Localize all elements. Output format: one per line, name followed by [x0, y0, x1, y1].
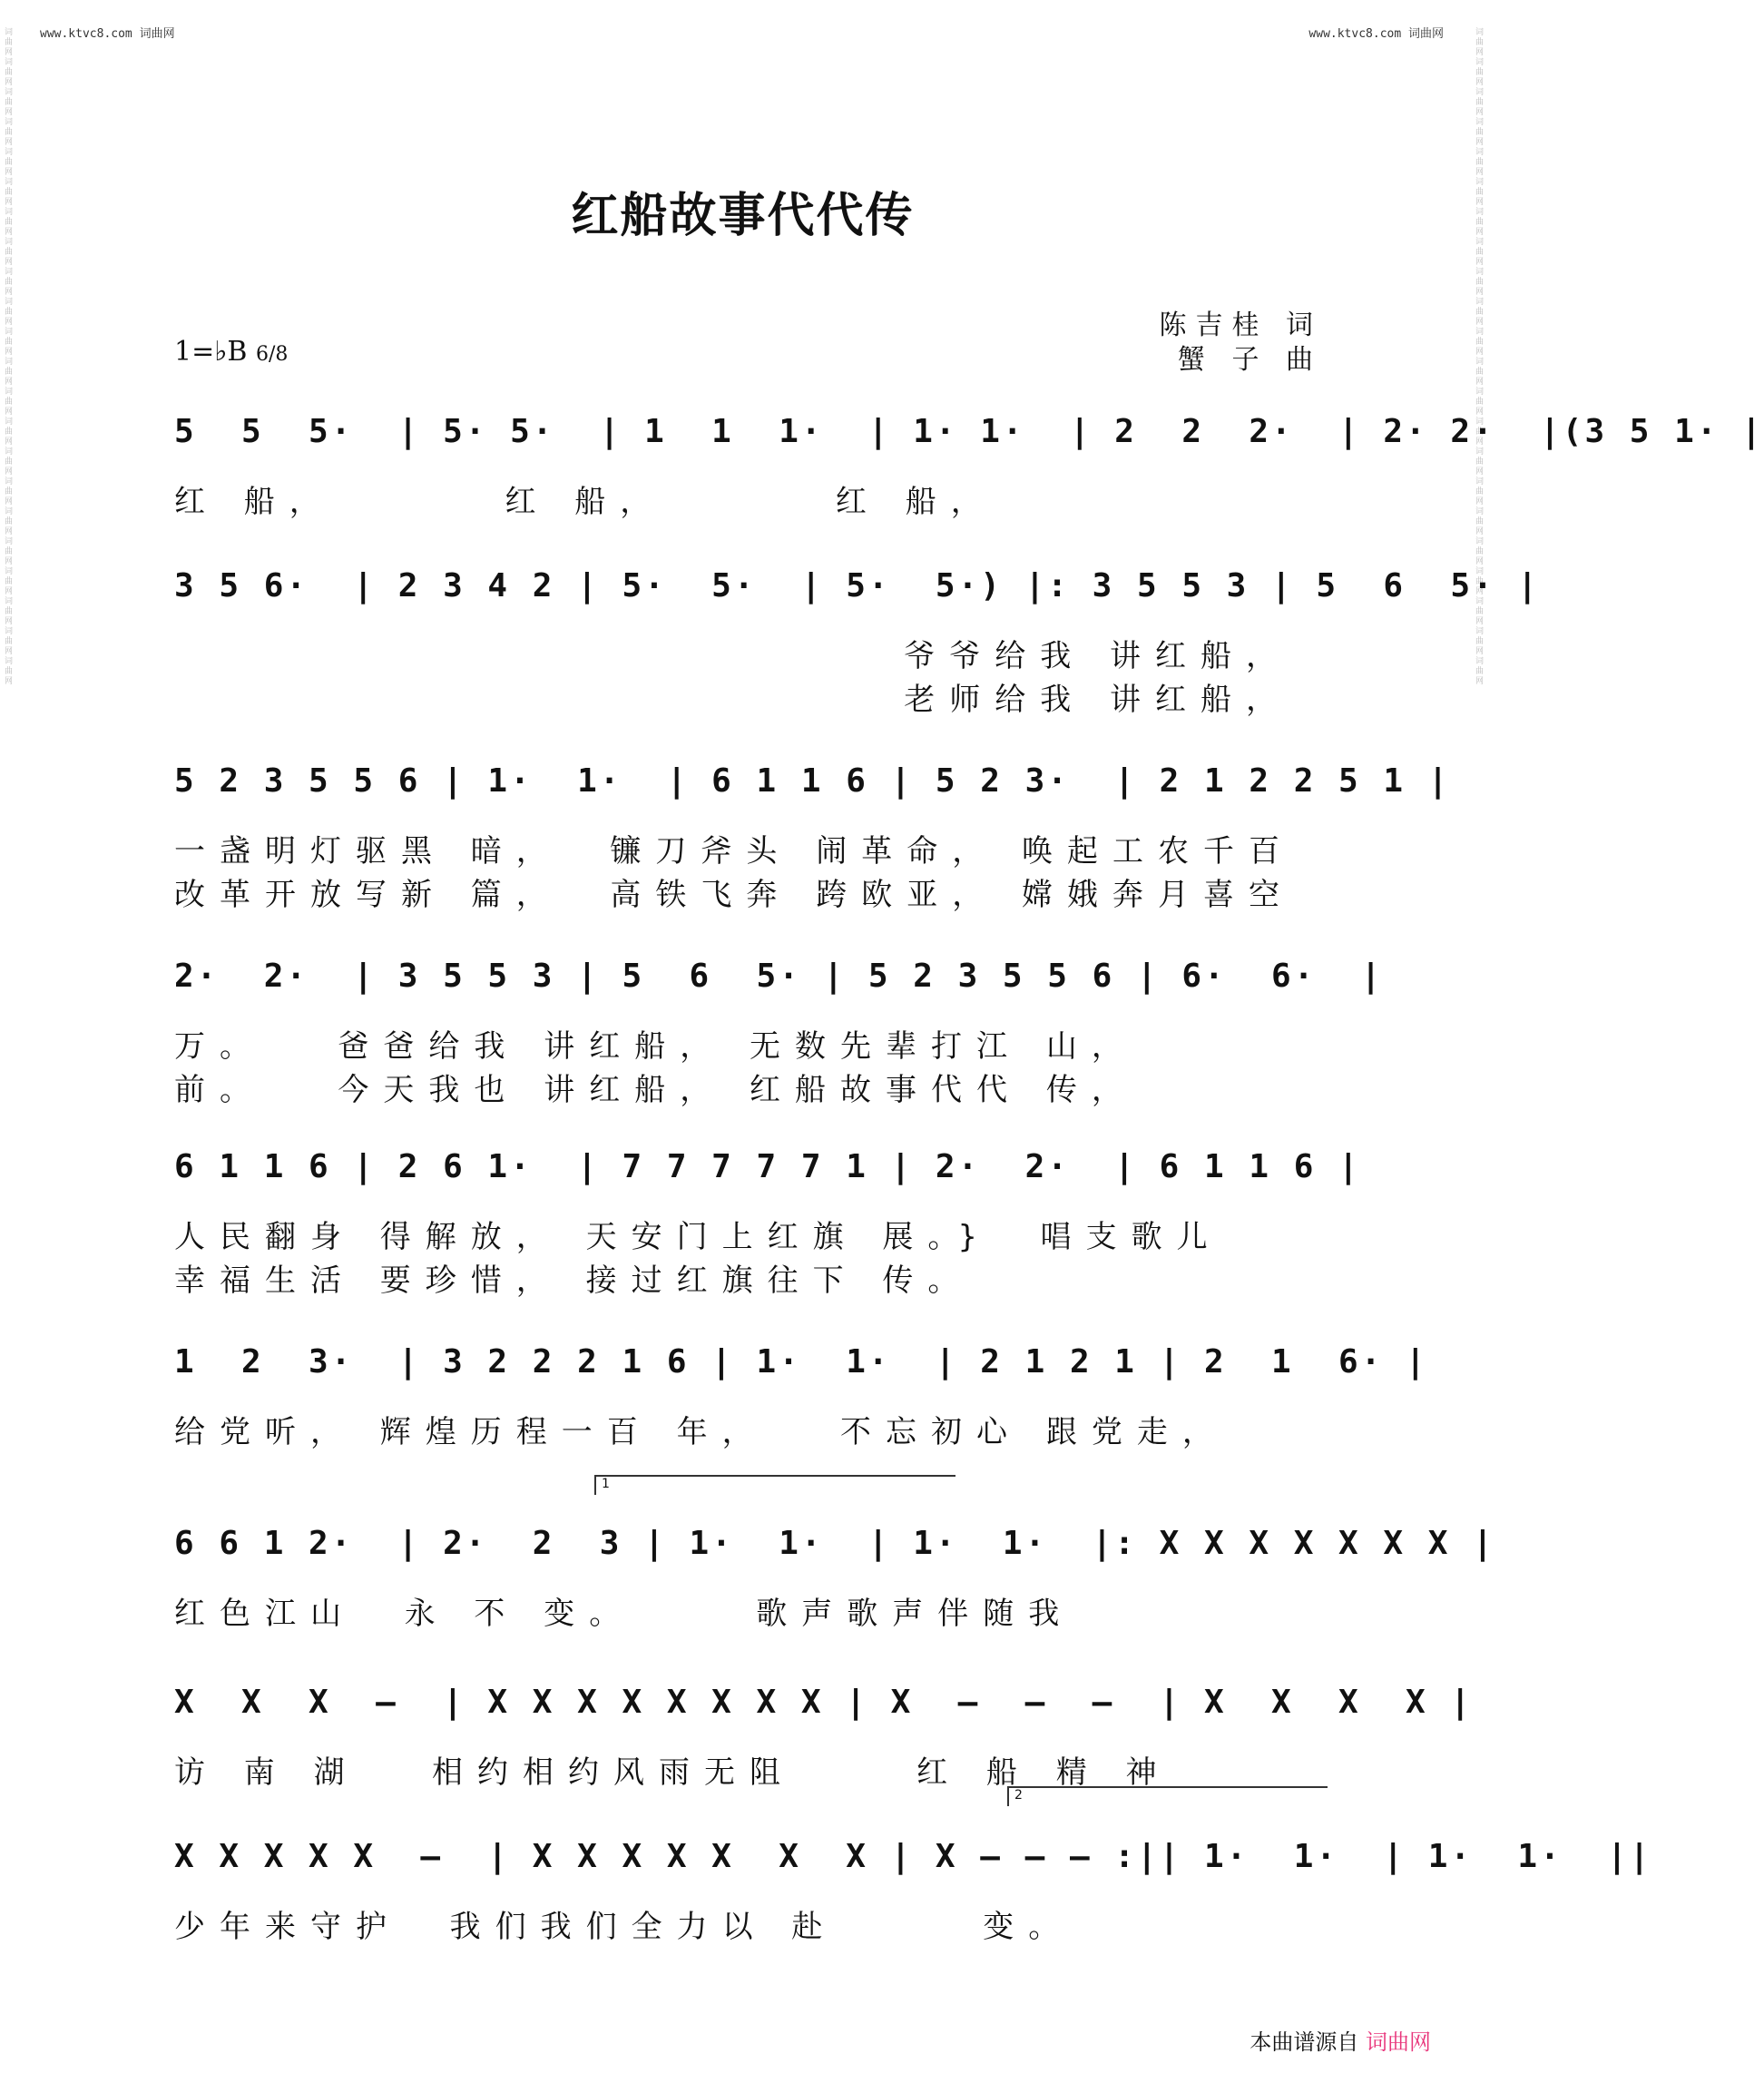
side-watermark-right: 词曲网词曲网词曲网词曲网词曲网词曲网词曲网词曲网词曲网词曲网词曲网词曲网词曲网词曲网词曲网词曲网词曲网词曲网词曲网词曲网词曲网词曲网 — [1474, 27, 1483, 686]
lyric-line: 前。 今天我也 讲红船， 红船故事代代 传， — [174, 1072, 1137, 1108]
notation-row: 6 1 1 6 | 2 6 1· | 7 7 7 7 7 1 | 2· 2· | 6 1 1 6 | — [174, 1148, 1361, 1185]
lyric-line: 红 船， 红 船， 红 船， — [174, 484, 996, 520]
notation-row: 2· 2· | 3 5 5 3 | 5 6 5· | 5 2 3 5 5 6 | 6· 6· | — [174, 958, 1384, 995]
lyric-line: 老师给我 讲红船， — [174, 682, 1292, 718]
lyric-line: 爷爷给我 讲红船， — [174, 638, 1292, 674]
lyric-line: 访 南 湖 相约相约风雨无阻 红 船 精 神 — [174, 1754, 1171, 1791]
time-signature: 6/8 — [255, 343, 289, 366]
footer — [1250, 2024, 1431, 2056]
lyric-line: 人民翻身 得解放， 天安门上红旗 展。} 唱支歌儿 — [174, 1219, 1222, 1255]
side-watermark-left: 词曲网词曲网词曲网词曲网词曲网词曲网词曲网词曲网词曲网词曲网词曲网词曲网词曲网词曲网词曲网词曲网词曲网词曲网词曲网词曲网词曲网词曲网 — [3, 27, 12, 686]
composer-credit: 蟹 子 曲 — [1177, 344, 1322, 376]
notation-row: 3 5 6· | 2 3 4 2 | 5· 5· | 5· 5·) |: 3 5 5 3 | 5 6 5· | — [174, 567, 1541, 604]
lyricist-credit: 陈吉桂 词 — [1159, 310, 1322, 341]
key-signature — [174, 336, 288, 368]
footer-source-label: 本曲谱源自 — [1250, 2029, 1359, 2055]
volta-first: 1 — [594, 1475, 956, 1495]
header-url-right[interactable]: www.ktvc8.com 词曲网 — [1308, 27, 1444, 41]
lyric-line: 给党听， 辉煌历程一百 年， 不忘初心 跟党走， — [174, 1414, 1228, 1450]
key-label: 1=♭B — [174, 336, 248, 368]
lyric-line: 一盏明灯驱黑 暗， 镰刀斧头 闹革命， 唤起工农千百 — [174, 833, 1295, 870]
notation-row: X X X — | X X X X X X X X | X — — — | X X X X | — [174, 1684, 1474, 1721]
lyric-line: 少年来守护 我们我们全力以 赴 变。 — [174, 1909, 1074, 1945]
lyric-line: 改革开放写新 篇， 高铁飞奔 跨欧亚， 嫦娥奔月喜空 — [174, 877, 1295, 913]
volta-second: 2 — [1007, 1786, 1328, 1806]
lyric-line: 红色江山 永 不 变。 歌声歌声伴随我 — [174, 1596, 1074, 1632]
header-url-left[interactable]: www.ktvc8.com 词曲网 — [40, 27, 175, 41]
credits — [1159, 309, 1322, 378]
notation-row: 5 5 5· | 5· 5· | 1 1 1· | 1· 1· | 2 2 2· | 2· 2· |(3 5 1· | — [174, 413, 1764, 450]
notation-row: 6 6 1 2· | 2· 2 3 | 1· 1· | 1· 1· |: X X X X X X X | — [174, 1525, 1495, 1562]
notation-row: X X X X X — | X X X X X X X | X — — — :|| 1· 1· | 1· 1· || — [174, 1838, 1652, 1875]
lyric-line: 万。 爸爸给我 讲红船， 无数先辈打江 山， — [174, 1028, 1137, 1065]
page-title: 红船故事代代传 — [571, 189, 915, 243]
notation-row: 1 2 3· | 3 2 2 2 1 6 | 1· 1· | 2 1 2 1 | 2 1 6· | — [174, 1343, 1428, 1380]
lyric-line: 幸福生活 要珍惜， 接过红旗往下 传。 — [174, 1263, 974, 1299]
footer-source-brand[interactable]: 词曲网 — [1366, 2029, 1431, 2055]
notation-row: 5 2 3 5 5 6 | 1· 1· | 6 1 1 6 | 5 2 3· | 2 1 2 2 5 1 | — [174, 762, 1451, 800]
